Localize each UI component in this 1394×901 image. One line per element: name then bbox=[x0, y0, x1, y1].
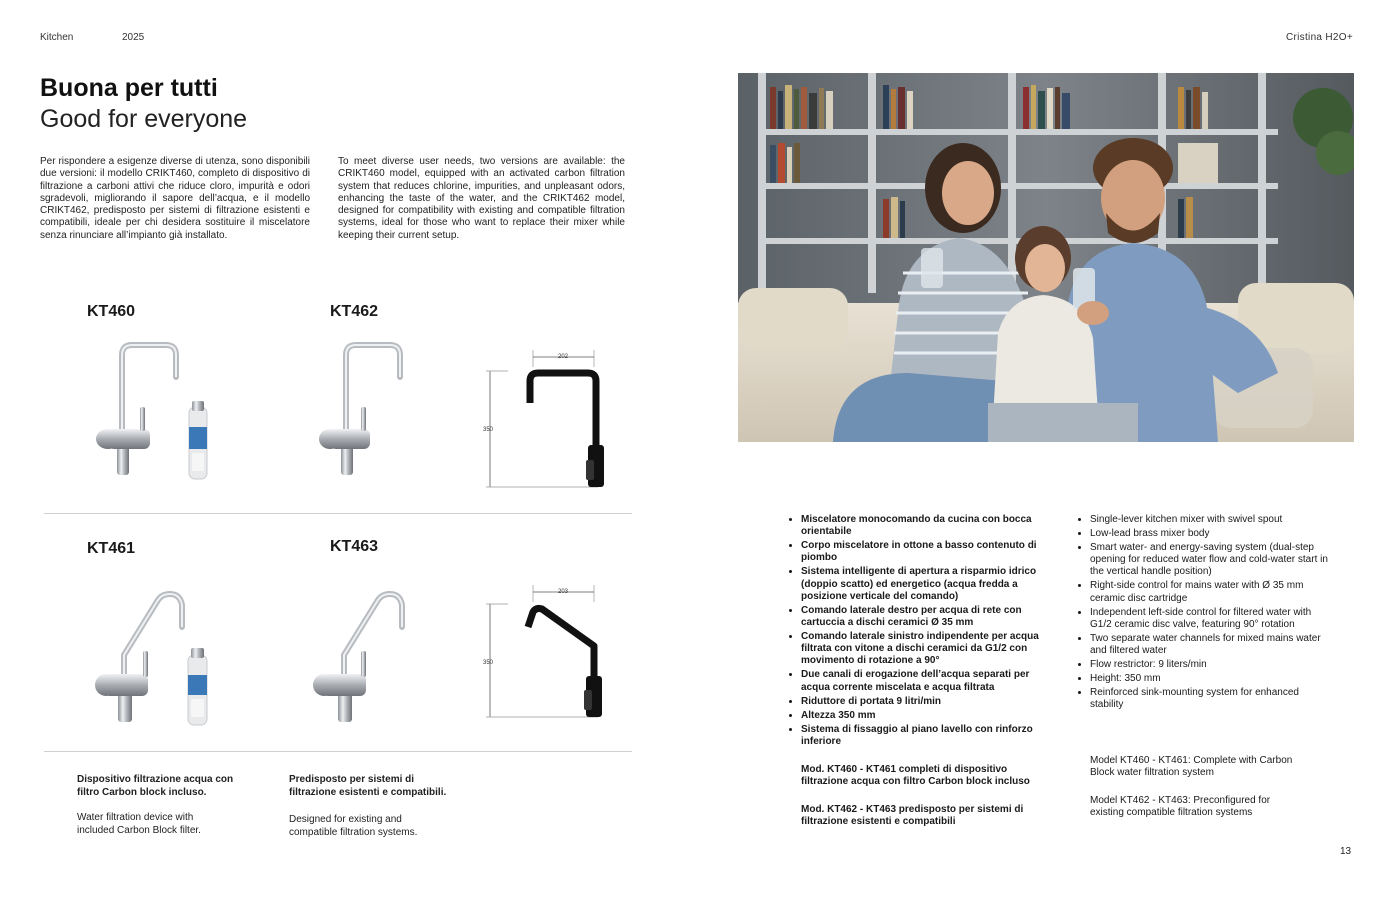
dim-height-bottom: 350 bbox=[483, 660, 494, 666]
note-ready-english: Designed for existing and compatible filtration systems. bbox=[289, 814, 418, 838]
technical-drawing-angled-spout bbox=[478, 582, 618, 732]
dim-height-top: 350 bbox=[483, 427, 494, 433]
feature-en-3: • Smart water- and energy-saving system (dual-step opening for reduced water flow and cold-water start in the vertical handle position) bbox=[1090, 542, 1328, 579]
model-label-kt462: KT462 bbox=[330, 303, 379, 320]
faucet-kt463-image bbox=[308, 585, 418, 730]
header-section: Kitchen bbox=[40, 32, 74, 43]
feature-en-2: • Low-lead brass mixer body bbox=[1090, 528, 1328, 540]
feature-en-4: • Right-side control for mains water with Ø 35 mm ceramic disc cartridge bbox=[1090, 580, 1328, 604]
page-title-english: Good for everyone bbox=[40, 105, 248, 133]
model-note-en-b: Model KT462 - KT463: Preconfigured for existing compatible filtration systems bbox=[1090, 795, 1271, 819]
features-list-italian bbox=[785, 514, 1051, 750]
intro-english: To meet diverse user needs, two versions are available: the CRIKT460 model, equipped with an activated carbon filtration system that reduces chlorine, impurities, and unpleasant odors, enhancing the taste of the water, and the CRIKT462 model, designed for compatibility with existing and compatible filtration systems, ideal for those who want to replace their mixer while keeping their current setup. bbox=[338, 156, 625, 241]
model-label-kt463: KT463 bbox=[330, 538, 379, 555]
feature-en-1: • Single-lever kitchen mixer with swivel spout bbox=[1090, 514, 1328, 526]
feature-it-5: • Comando laterale sinistro indipendente per acqua filtrata con vitone a dischi ceramici da G1/2 con movimento di rotazione a 90° bbox=[801, 631, 1051, 668]
model-note-it-b: Mod. KT462 - KT463 predisposto per sistemi di filtrazione esistenti e compatibili bbox=[801, 804, 1024, 828]
dim-width-top: 202 bbox=[558, 354, 569, 360]
faucet-kt462-image bbox=[312, 335, 422, 485]
page-title-italian: Buona per tutti bbox=[40, 74, 218, 102]
technical-drawing-square-spout bbox=[478, 345, 618, 495]
note-ready-italian bbox=[289, 774, 459, 799]
feature-en-7: • Flow restrictor: 9 liters/min bbox=[1090, 659, 1328, 671]
faucet-kt460-image bbox=[88, 335, 228, 485]
note-filter-italian bbox=[77, 774, 247, 799]
feature-en-9: • Reinforced sink-mounting system for enhanced stability bbox=[1090, 687, 1328, 711]
divider-top bbox=[44, 513, 632, 514]
family-photo bbox=[738, 73, 1354, 442]
model-note-it-a: Mod. KT460 - KT461 completi di dispositivo filtrazione acqua con filtro Carbon block incluso bbox=[801, 764, 1030, 788]
note-filter-italian-text: Dispositivo filtrazione acqua con filtro Carbon block incluso. bbox=[77, 774, 234, 798]
header-brand: Cristina H2O+ bbox=[1286, 32, 1353, 43]
faucet-kt461-image bbox=[88, 585, 228, 730]
feature-en-5: • Independent left-side control for filtered water with G1/2 ceramic disc valve, featuring 90° rotation bbox=[1090, 607, 1328, 631]
note-filter-english: Water filtration device with included Carbon Block filter. bbox=[77, 812, 201, 836]
page-number: 13 bbox=[1340, 846, 1352, 857]
feature-it-2: • Corpo miscelatore in ottone a basso contenuto di piombo bbox=[801, 540, 1051, 564]
note-ready-italian-text: Predisposto per sistemi di filtrazione esistenti e compatibili. bbox=[289, 774, 447, 798]
feature-it-9: • Sistema di fissaggio al piano lavello con rinforzo inferiore bbox=[801, 724, 1051, 748]
intro-italian: Per rispondere a esigenze diverse di utenza, sono disponibili due versioni: il modello CRIKT460, completo di dispositivo di filtrazione a carboni attivi che riduce cloro, impurità e odori sgradevoli, migliorando il sapore dell’acqua, e il modello CRIKT462, predisposto per sistemi di filtrazione esistenti e compatibili, ideale per chi desidera sostituire il miscelatore senza rinunciare all’impianto già installato. bbox=[40, 156, 310, 241]
feature-it-8: • Altezza 350 mm bbox=[801, 710, 1051, 722]
feature-it-1: • Miscelatore monocomando da cucina con bocca orientabile bbox=[801, 514, 1051, 538]
divider-bottom bbox=[44, 751, 632, 752]
features-list-english bbox=[1074, 514, 1328, 713]
feature-it-4: • Comando laterale destro per acqua di rete con cartuccia a dischi ceramici Ø 35 mm bbox=[801, 605, 1051, 629]
feature-en-8: • Height: 350 mm bbox=[1090, 673, 1328, 685]
model-label-kt460: KT460 bbox=[87, 303, 136, 320]
model-note-en-a: Model KT460 - KT461: Complete with Carbon Block water filtration system bbox=[1090, 755, 1293, 779]
header-year: 2025 bbox=[122, 32, 145, 43]
feature-it-7: • Riduttore di portata 9 litri/min bbox=[801, 696, 1051, 708]
feature-it-3: • Sistema intelligente di apertura a risparmio idrico (doppio scatto) ed energetico (acqua fredda a posizione verticale del comando) bbox=[801, 566, 1051, 603]
feature-it-6: • Due canali di erogazione dell’acqua separati per acqua corrente miscelata e acqua filtrata bbox=[801, 669, 1051, 693]
model-label-kt461: KT461 bbox=[87, 540, 136, 557]
feature-en-6: • Two separate water channels for mixed mains water and filtered water bbox=[1090, 633, 1328, 657]
dim-width-bottom: 203 bbox=[558, 589, 569, 595]
